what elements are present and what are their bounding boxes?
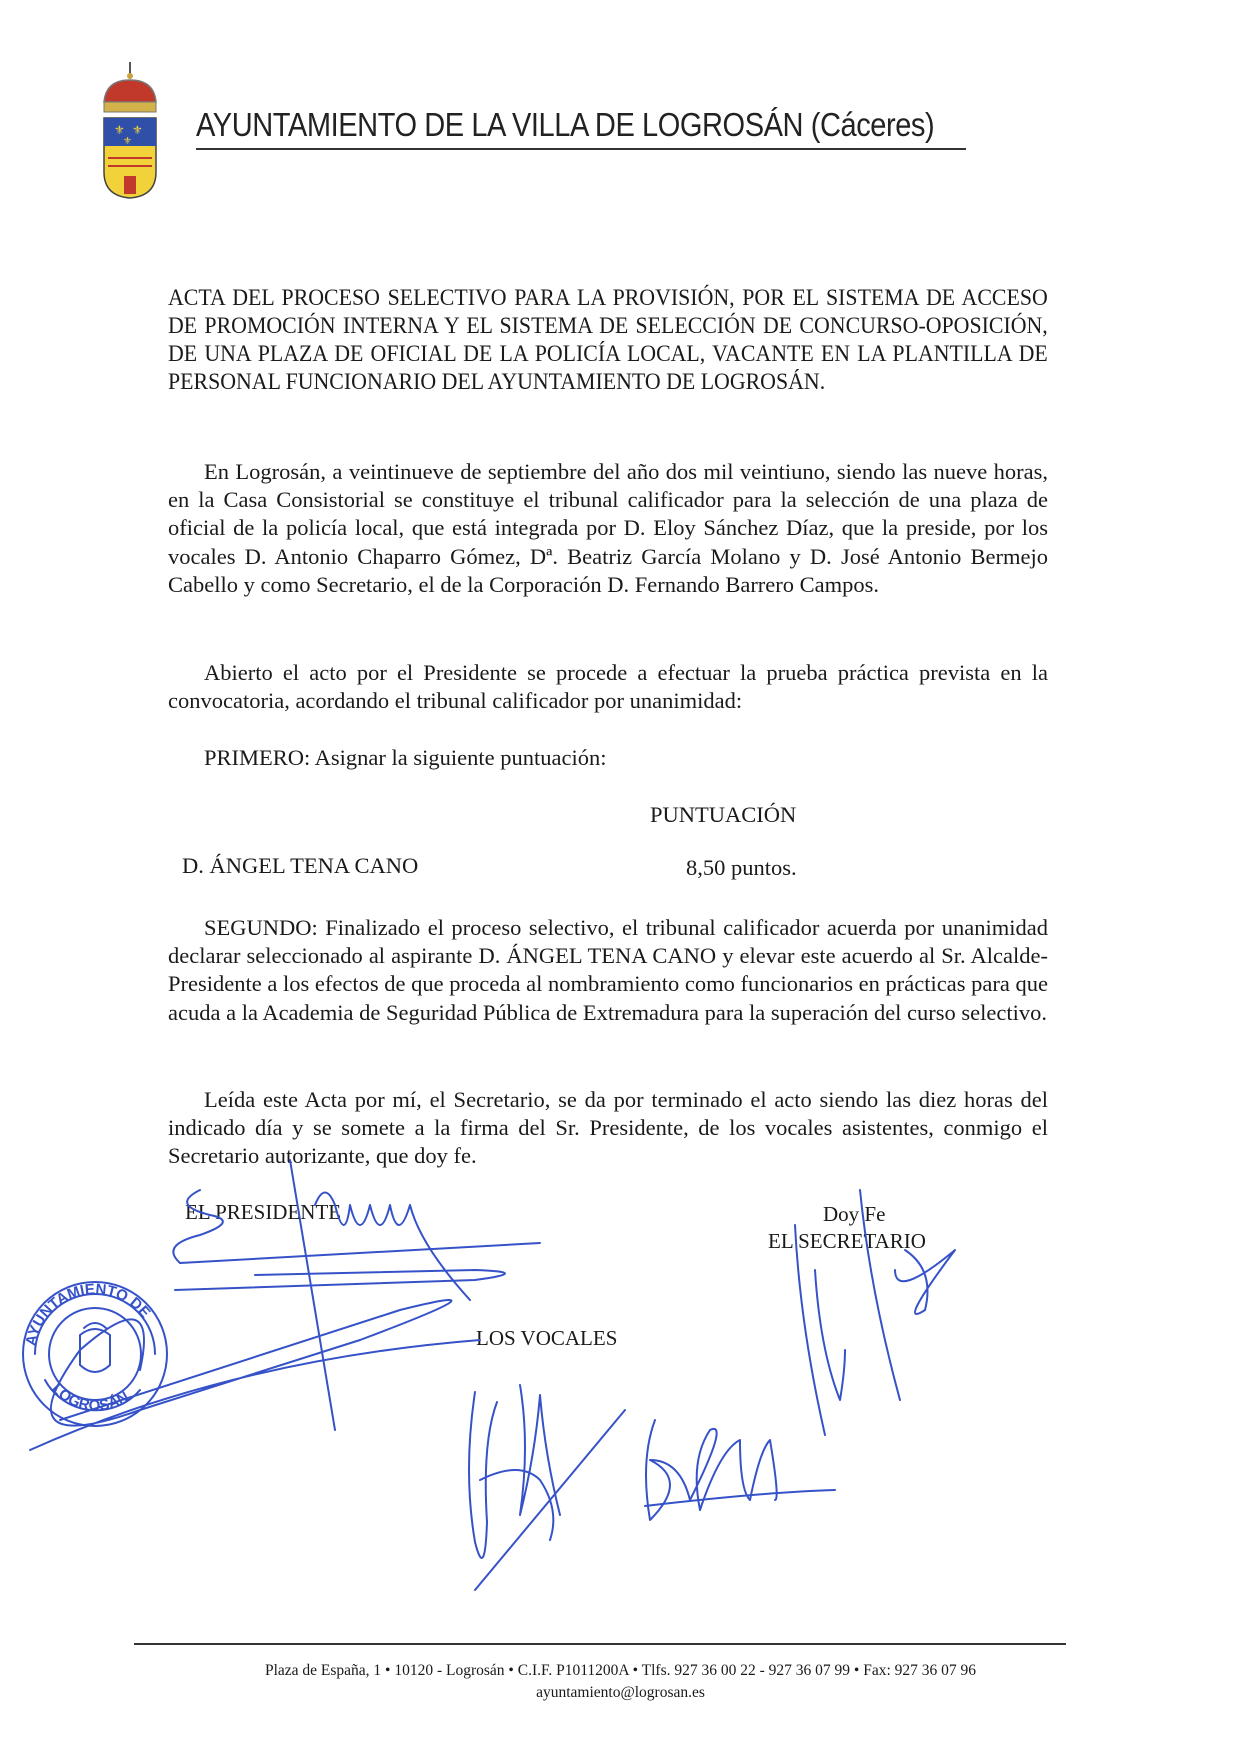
svg-text:⚜: ⚜	[114, 123, 125, 137]
paragraph-closing-text: Leída este Acta por mí, el Secretario, se da por terminado el acto siendo las diez horas del indicado día y se somete a la firma del Sr. Presidente, de los vocales asistentes, conmigo el Secretario autorizante, que doy fe.	[168, 1087, 1048, 1169]
paragraph-closing	[168, 1086, 1048, 1171]
footer-divider	[134, 1643, 1066, 1645]
svg-text:LOGROSÁN	[48, 1380, 132, 1414]
candidate-name: D. ÁNGEL TENA CANO	[182, 853, 419, 878]
stamp-top-text: AYUNTAMIENTO DE	[22, 1280, 154, 1348]
secretary-label: EL SECRETARIO	[768, 1229, 926, 1253]
paragraph-primero: PRIMERO: Asignar la siguiente puntuación:	[204, 745, 607, 770]
stamp-bottom-text: LOGROSÁN	[48, 1380, 132, 1415]
footer-address: Plaza de España, 1 • 10120 - Logrosán • C.I.F. P1011200A • Tlfs. 927 36 00 22 - 927 36 07 99 • Fax: 927 36 07 96	[264, 1662, 977, 1679]
president-label: EL PRESIDENTE	[185, 1200, 342, 1224]
svg-text:⚜: ⚜	[123, 136, 132, 147]
candidate-score: 8,50 puntos.	[686, 855, 797, 880]
municipality-title: AYUNTAMIENTO DE LA VILLA DE LOGROSÁN (Cáceres)	[196, 106, 935, 143]
vocales-label: LOS VOCALES	[476, 1326, 618, 1350]
header-divider	[196, 148, 966, 150]
svg-text:AYUNTAMIENTO DE	[23, 1281, 154, 1347]
svg-text:⚜: ⚜	[132, 123, 143, 137]
paragraph-segundo-text: SEGUNDO: Finalizado el proceso selectivo, el tribunal calificador acuerda por unanimidad declarar seleccionado al aspirante D. ÁNGEL TENA CANO y elevar este acuerdo al Sr. Alcalde-Presidente a los efectos de que proceda al nombramiento como funcionarios en prácticas para que acuda a la Academia de Seguridad Pública de Extremadura para la superación del curso selectivo.	[168, 915, 1048, 1025]
vocal-2-signature-icon	[645, 1420, 835, 1520]
footer-email-link[interactable]: ayuntamiento@logrosan.es	[536, 1684, 705, 1701]
doy-fe-label: Doy Fe	[823, 1202, 886, 1226]
document-title: ACTA DEL PROCESO SELECTIVO PARA LA PROVISIÓN, POR EL SISTEMA DE ACCESO DE PROMOCIÓN INTERNA Y EL SISTEMA DE SELECCIÓN DE CONCURSO-OPOSICIÓN, DE UNA PLAZA DE OFICIAL DE LA POLICÍA LOCAL, VACANTE EN LA PLANTILLA DE PERSONAL FUNCIONARIO DEL AYUNTAMIENTO DE LOGROSÁN.	[168, 285, 1048, 395]
paragraph-opening	[168, 458, 1048, 599]
paragraph-procedure-text: Abierto el acto por el Presidente se procede a efectuar la prueba práctica prevista en la convocatoria, acordando el tribunal calificador por unanimidad:	[168, 660, 1048, 714]
paragraph-procedure	[168, 659, 1048, 715]
paragraph-segundo	[168, 914, 1048, 1027]
vocal-1-signature-icon	[469, 1385, 625, 1590]
paragraph-opening-text: En Logrosán, a veintinueve de septiembre del año dos mil veintiuno, siendo las nueve horas, en la Casa Consistorial se constituye el tribunal calificador para la selección de una plaza de oficial de la policía local, que está integrada por D. Eloy Sánchez Díaz, que la preside, por los vocales D. Antonio Chaparro Gómez, Dª. Beatriz García Molano y D. José Antonio Bermejo Cabello y como Secretario, el de la Corporación D. Fernando Barrero Campos.	[168, 459, 1048, 597]
official-stamp-icon	[23, 1281, 167, 1426]
score-column-header: PUNTUACIÓN	[650, 802, 797, 827]
coat-of-arms-icon	[100, 62, 160, 200]
